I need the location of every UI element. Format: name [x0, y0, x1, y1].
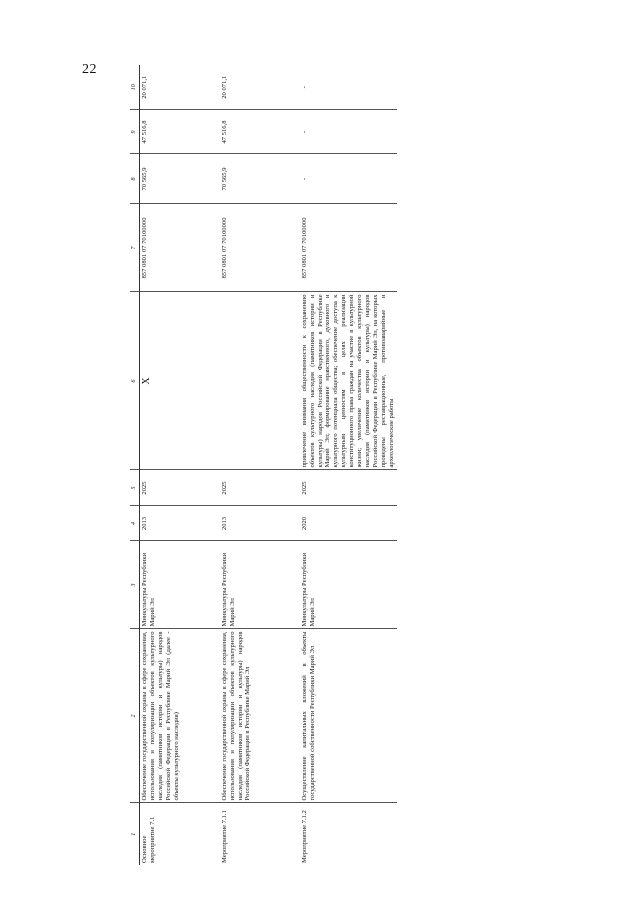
financing-value: 47 516,8	[140, 110, 220, 154]
page-number: 22	[82, 62, 97, 77]
financing-total: 70 565,9	[220, 154, 300, 204]
responsible-executor: Минкультуры Республики Марий Эл	[140, 541, 220, 629]
start-year: 2013	[140, 506, 220, 541]
responsible-executor: Минкультуры Республики Марий Эл	[220, 541, 300, 629]
rotated-table-container	[130, 65, 530, 865]
column-header: 4	[130, 506, 140, 541]
measure-title: Обеспечение государственной охраны в сфере сохранения, использования и популяризации объектов культурного наследия (памятников истории и культуры) народов Российской Федерации в Республике Марий Эл (далее - объекты культурного наследия)	[140, 629, 220, 803]
financing-total: 70 565,9	[140, 154, 220, 204]
table-row	[300, 65, 397, 865]
financing-total: -	[300, 154, 397, 204]
table-row	[140, 65, 220, 865]
measure-title: Обеспечение государственной охраны в сфере сохранения, использования и популяризации объектов культурного наследия (памятников истории и культуры) народов Российской Федерации в Республике Марий Эл	[220, 629, 300, 803]
responsible-executor: Минкультуры Республики Марий Эл	[300, 541, 397, 629]
column-header: 1	[130, 803, 140, 865]
financing-value: -	[300, 65, 397, 110]
column-header: 6	[130, 292, 140, 470]
table-row	[220, 65, 300, 865]
budget-code: 857 0801 07 70100000	[220, 204, 300, 292]
budget-code: 857 0801 07 70100000	[140, 204, 220, 292]
column-header: 5	[130, 470, 140, 506]
end-year: 2025	[140, 470, 220, 506]
column-header: 2	[130, 629, 140, 803]
end-year: 2025	[300, 470, 397, 506]
measure-number: Мероприятие 7.1.2	[300, 810, 308, 863]
column-header: 8	[130, 154, 140, 204]
column-header: 7	[130, 204, 140, 292]
column-header: 9	[130, 110, 140, 154]
budget-code: 857 0801 07 70100000	[300, 204, 397, 292]
table-header-row	[130, 65, 140, 865]
column-header: 10	[130, 65, 140, 110]
expected-result	[220, 292, 300, 470]
measure-title: Осуществление капитальных вложений в объекты государственной собственности Республики Марий Эл	[300, 629, 397, 803]
financing-value: -	[300, 110, 397, 154]
expected-result: привлечение внимания общественности к сохранению объектов культурного наследия (памятников истории и культуры) народов Российской Федерации в Республике Марий Эл; формирование нравственного, духовного и культурного потенциала общества; обеспечение доступа к культурным ценностям в целях реализации конституционного права граждан на участие в культурной жизни; увеличение количества объектов культурного наследия (памятников истории и культуры) народов Российской Федерации в Республике Марий Эл, на которых проведены реставрационные, противоаварийные и археологические работы	[300, 292, 397, 470]
financing-value: 47 516,8	[220, 110, 300, 154]
measure-number: Мероприятие 7.1.1	[220, 810, 228, 863]
start-year: 2013	[220, 506, 300, 541]
start-year: 2020	[300, 506, 397, 541]
expected-result: X	[140, 292, 220, 470]
column-header: 3	[130, 541, 140, 629]
end-year: 2025	[220, 470, 300, 506]
program-measures-table	[130, 65, 397, 865]
measure-number: Основное мероприятие 7.1	[141, 816, 157, 863]
financing-value: 20 071,1	[220, 65, 300, 110]
financing-value: 20 071,1	[140, 65, 220, 110]
